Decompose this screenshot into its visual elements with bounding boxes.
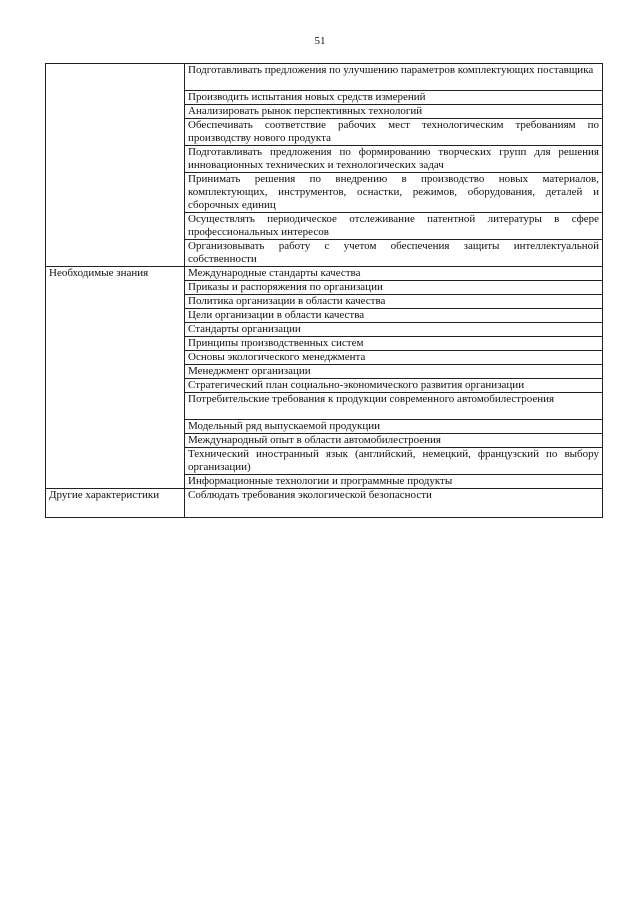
list-item: Принимать решения по внедрению в производство новых материалов, комплектующих, инструментов, оснастки, режимов, оборудования, деталей и сборочных единиц (185, 173, 603, 213)
table-row (46, 489, 603, 518)
list-item: Производить испытания новых средств измерений (185, 91, 603, 105)
list-item: Потребительские требования к продукции современного автомобилестроения (185, 393, 603, 420)
list-item: Подготавливать предложения по формированию творческих групп для решения инновационных технических и технологических задач (185, 146, 603, 173)
list-item: Подготавливать предложения по улучшению параметров комплектующих поставщика (185, 64, 603, 91)
list-item: Принципы производственных систем (185, 337, 603, 351)
table-row (46, 64, 603, 91)
list-item: Информационные технологии и программные продукты (185, 475, 603, 489)
list-item: Организовывать работу с учетом обеспечения защиты интеллектуальной собственности (185, 240, 603, 267)
table-row (46, 267, 603, 281)
section-label (46, 64, 185, 267)
list-item: Стратегический план социально-экономического развития организации (185, 379, 603, 393)
document-table (45, 63, 603, 518)
page-number: 51 (314, 35, 326, 47)
section-label-required-knowledge: Необходимые знания (46, 267, 185, 489)
list-item: Стандарты организации (185, 323, 603, 337)
list-item: Приказы и распоряжения по организации (185, 281, 603, 295)
list-item: Политика организации в области качества (185, 295, 603, 309)
list-item: Соблюдать требования экологической безопасности (185, 489, 603, 518)
list-item: Менеджмент организации (185, 365, 603, 379)
list-item: Цели организации в области качества (185, 309, 603, 323)
list-item: Технический иностранный язык (английский, немецкий, французский по выбору организации) (185, 448, 603, 475)
list-item: Анализировать рынок перспективных технологий (185, 105, 603, 119)
list-item: Международные стандарты качества (185, 267, 603, 281)
list-item: Основы экологического менеджмента (185, 351, 603, 365)
list-item: Обеспечивать соответствие рабочих мест технологическим требованиям по производству нового продукта (185, 119, 603, 146)
list-item: Международный опыт в области автомобилестроения (185, 434, 603, 448)
list-item: Осуществлять периодическое отслеживание патентной литературы в сфере профессиональных интересов (185, 213, 603, 240)
list-item: Модельный ряд выпускаемой продукции (185, 420, 603, 434)
section-label-other-characteristics: Другие характеристики (46, 489, 185, 518)
